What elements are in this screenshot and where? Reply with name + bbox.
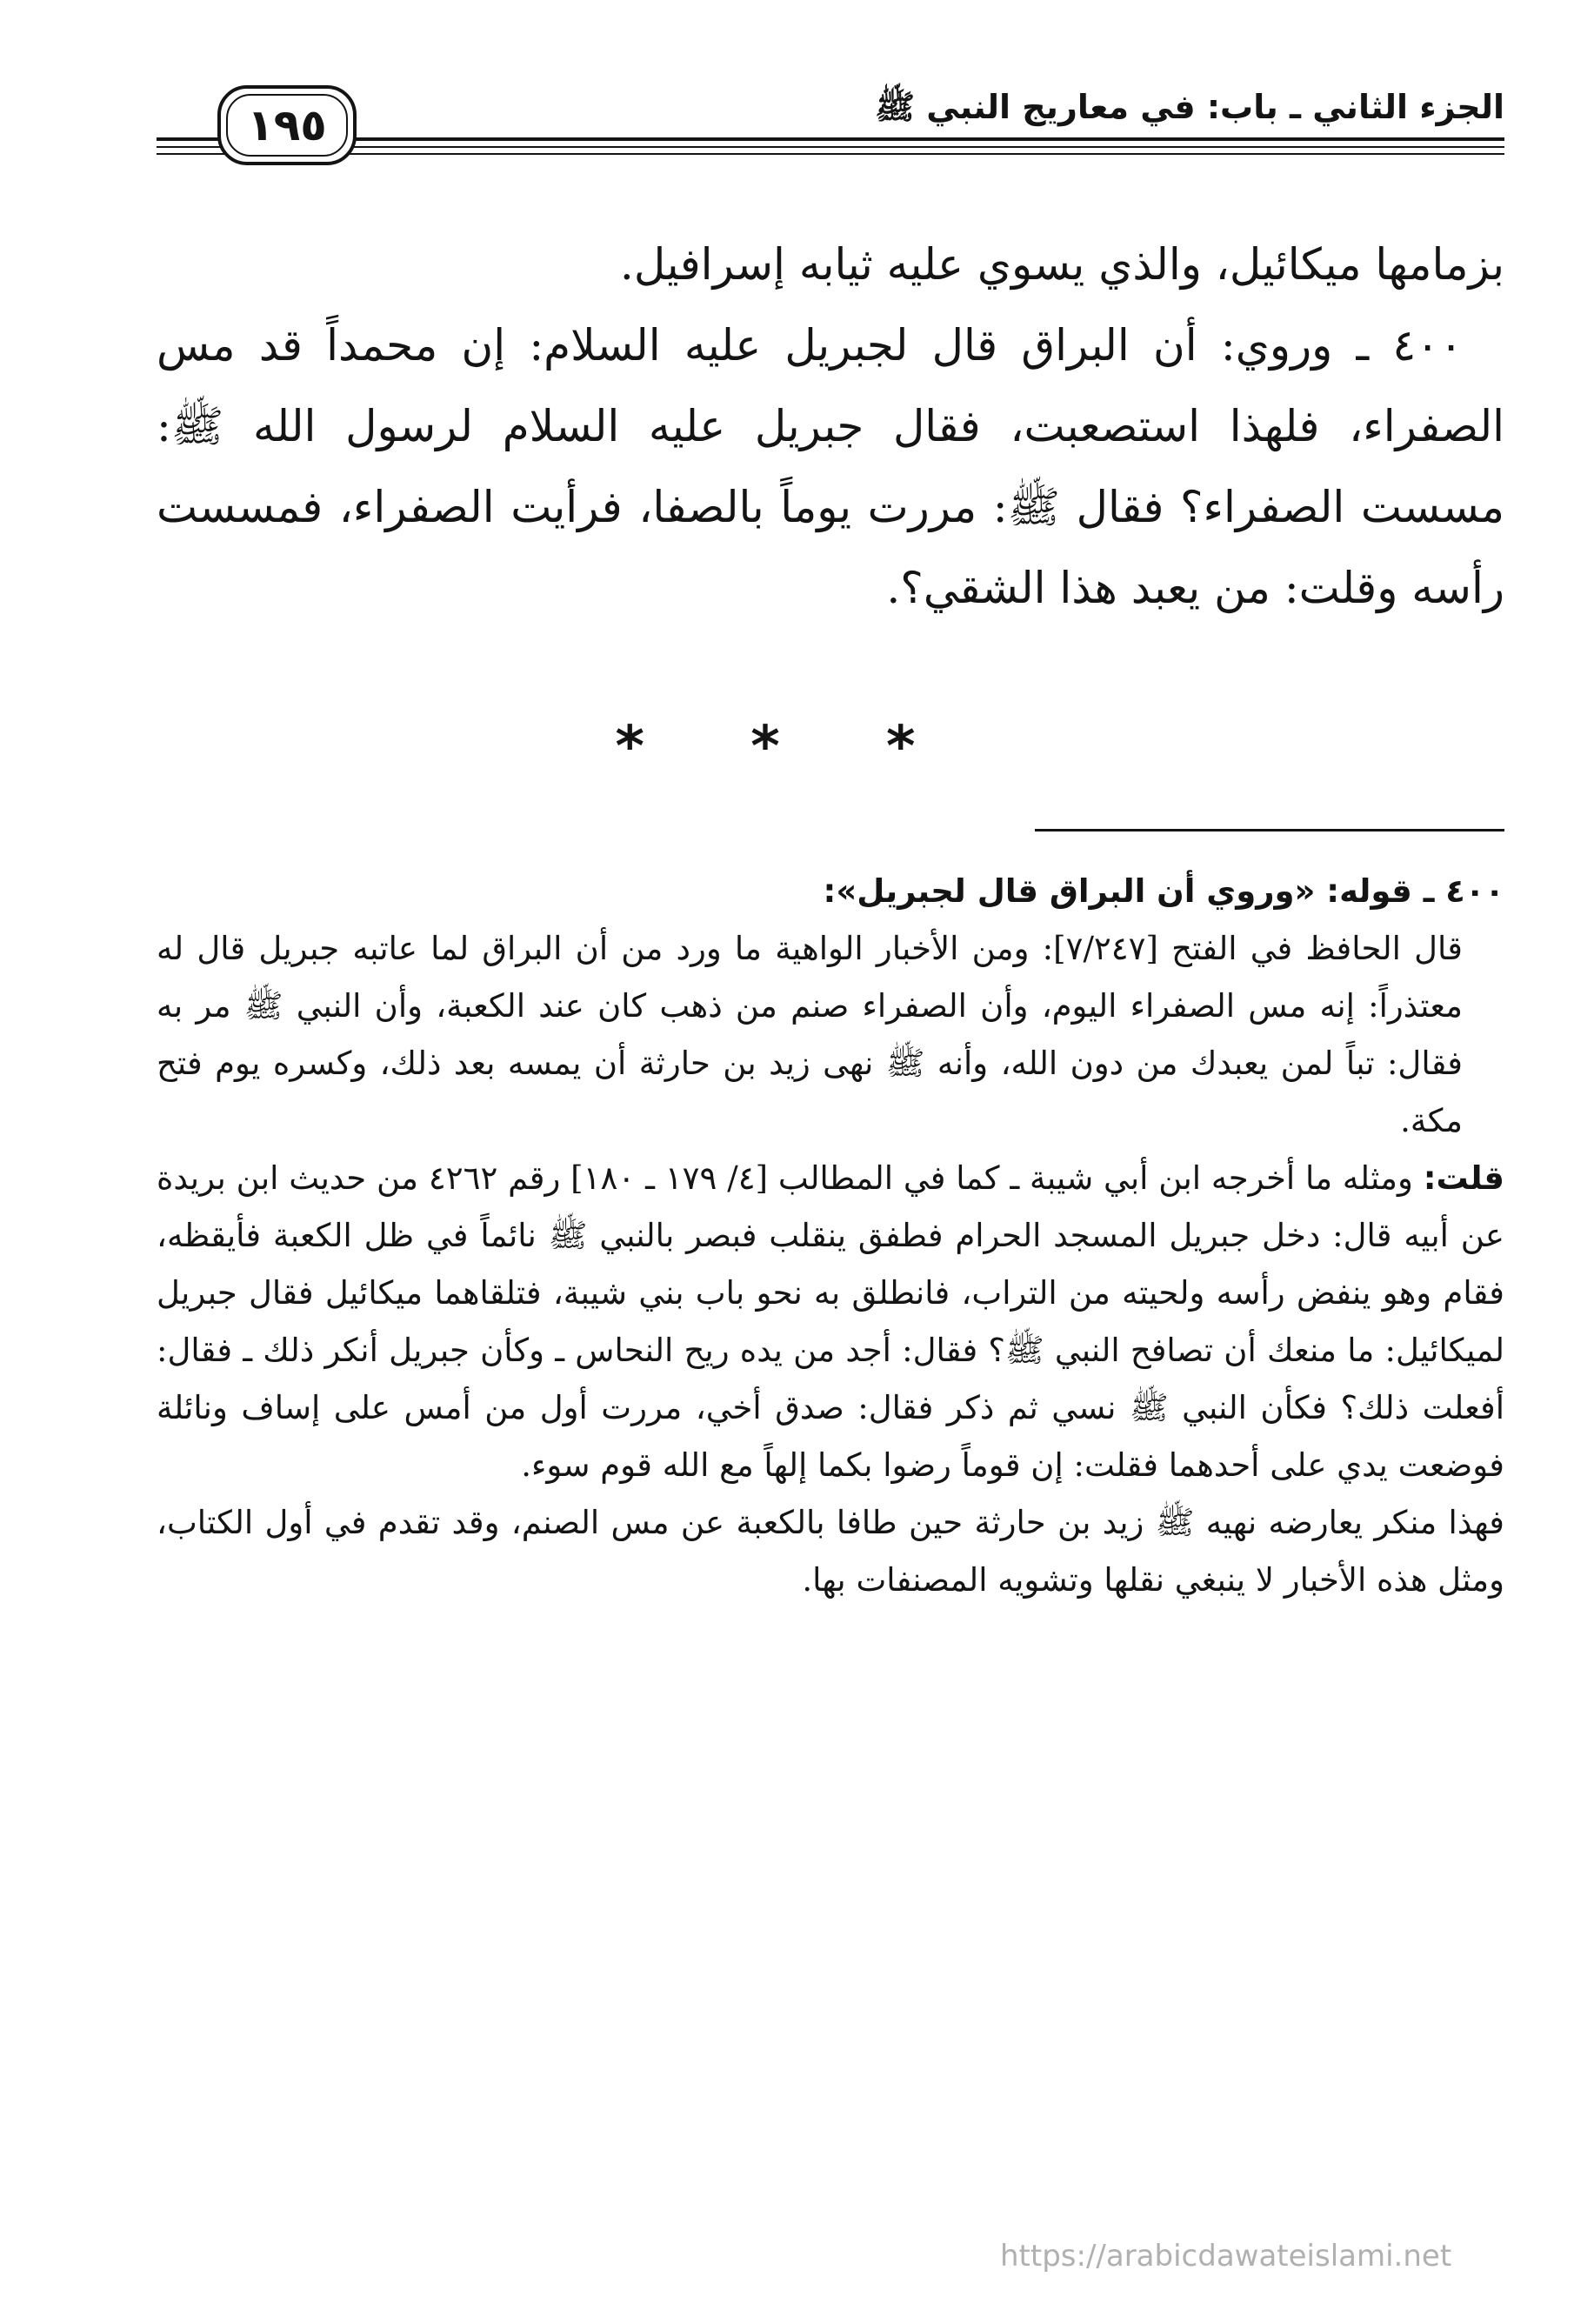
section-separator: * * *: [615, 715, 959, 779]
page-number: ١٩٥: [247, 100, 327, 150]
footnote-rule: [1035, 829, 1504, 831]
running-title: الجزء الثاني ـ باب: في معاريج النبي ﷺ: [875, 88, 1504, 126]
footnote-lead-word: قلت:: [1423, 1159, 1505, 1197]
footnote-paragraph: قال الحافظ في الفتح [٧/٢٤٧]: ومن الأخبار الواهية ما ورد من أن البراق لما عاتبه جبريل قال له معتذراً: إنه مس الصفراء اليوم، وأن الصفراء صنم من ذهب كان عند الكعبة، وأن النبي ﷺ مر به فقال: تباً لمن يعبدك من دون الله، وأنه ﷺ نهى زيد بن حارثة أن يمسه بعد ذلك، وكسره يوم فتح مكة.: [157, 930, 1463, 1139]
footnote-paragraph-conclusion: فهذا منكر يعارضه نهيه ﷺ زيد بن حارثة حين طافا بالكعبة عن مس الصنم، وقد تقدم في أول الكتاب، ومثل هذه الأخبار لا ينبغي نقلها وتشويه المصنفات بها.: [157, 1504, 1504, 1599]
footnote: [157, 863, 1504, 1609]
main-paragraph: بزمامها ميكائيل، والذي يسوي عليه ثيابه إسرافيل.: [619, 239, 1504, 290]
footnote-paragraph-qultu: [157, 1150, 1504, 1494]
watermark-url: https://arabicdawateislami.net: [1000, 2239, 1452, 2274]
header-rule-thin: [157, 146, 1504, 148]
header-rule-thin-lower: [157, 153, 1504, 155]
main-text: [157, 224, 1504, 629]
header-rule-thick: [157, 137, 1504, 141]
page-number-frame: [217, 85, 357, 165]
main-paragraph-hadith-400: ٤٠٠ ـ وروي: أن البراق قال لجبريل عليه السلام: إن محمداً قد مس الصفراء، فلهذا استصعبت، فقال جبريل عليه السلام لرسول الله ﷺ: مسست الصفراء؟ فقال ﷺ: مررت يوماً بالصفا، فرأيت الصفراء، فمسست رأسه وقلت: من يعبد هذا الشقي؟.: [157, 320, 1504, 613]
footnote-heading: ٤٠٠ ـ قوله: «وروي أن البراق قال لجبريل»:: [823, 872, 1504, 910]
footnote-paragraph-text: ومثله ما أخرجه ابن أبي شيبة ـ كما في المطالب [٤/ ١٧٩ ـ ١٨٠] رقم ٤٢٦٢ من حديث ابن بريدة عن أبيه قال: دخل جبريل المسجد الحرام فطفق ينقلب فبصر بالنبي ﷺ نائماً في ظل الكعبة فأيقظه، فقام وهو ينفض رأسه ولحيته من التراب، فانطلق به نحو باب بني شيبة، فتلقاهما ميكائيل فقال جبريل لميكائيل: ما منعك أن تصافح النبي ﷺ؟ فقال: أجد من يده ريح النحاس ـ وكأن جبريل أنكر ذلك ـ فقال: أفعلت ذلك؟ فكأن النبي ﷺ نسي ثم ذكر فقال: صدق أخي، مررت أول من أمس على إساف ونائلة فوضعت يدي على أحدهما فقلت: إن قوماً رضوا بكما إلهاً مع الله قوم سوء.: [157, 1159, 1504, 1484]
